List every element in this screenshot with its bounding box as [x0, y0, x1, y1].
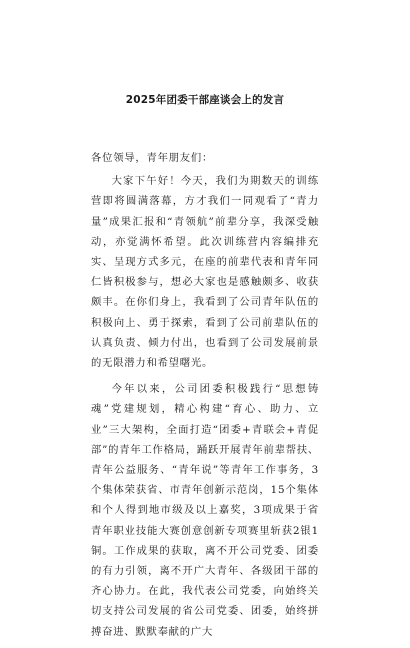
document-body: [91, 148, 319, 648]
paragraph-2: 今年以来，公司团委积极践行“思想铸魂”党建规划，精心构建“育心、助力、立业”三大架构，全面打造“团委+青联会+青促部”的青年工作格局，踊跃开展青年前辈帮扶、青年公益服务、“青年说”等青年工作事务，3个集体荣获省、市青年创新示范岗，15个集体和个人得到地市级及以上嘉奖，3项成果于省青年职业技能大赛创意创新专项赛里斩获2银1铜。工作成果的获取，离不开公司党委、团委的有力引领，离不开广大青年、各级团干部的齐心协力。在此，我代表公司党委，向始终关切支持公司发展的省公司党委、团委，始终拼搏奋进、默默奉献的广大: [91, 383, 320, 638]
salutation: 各位领导，青年朋友们：: [91, 152, 214, 164]
paragraph-1: 大家下午好！今天，我们为期数天的训练营即将圆满落幕，方才我们一同观看了“青力量”成果汇报和“青领航”前辈分享，我深受触动，亦觉满怀希望。此次训练营内容编排充实、呈现方式多元，在座的前辈代表和青年同仁皆积极参与，想必大家也是感触颇多、收获颇丰。在你们身上，我看到了公司青年队伍的积极向上、勇于探索，看到了公司前辈队伍的认真负责、倾力付出，也看到了公司发展前景的无限潜力和希望曙光。: [91, 175, 319, 370]
document-title: 2025年团委干部座谈会上的发言: [125, 94, 285, 106]
